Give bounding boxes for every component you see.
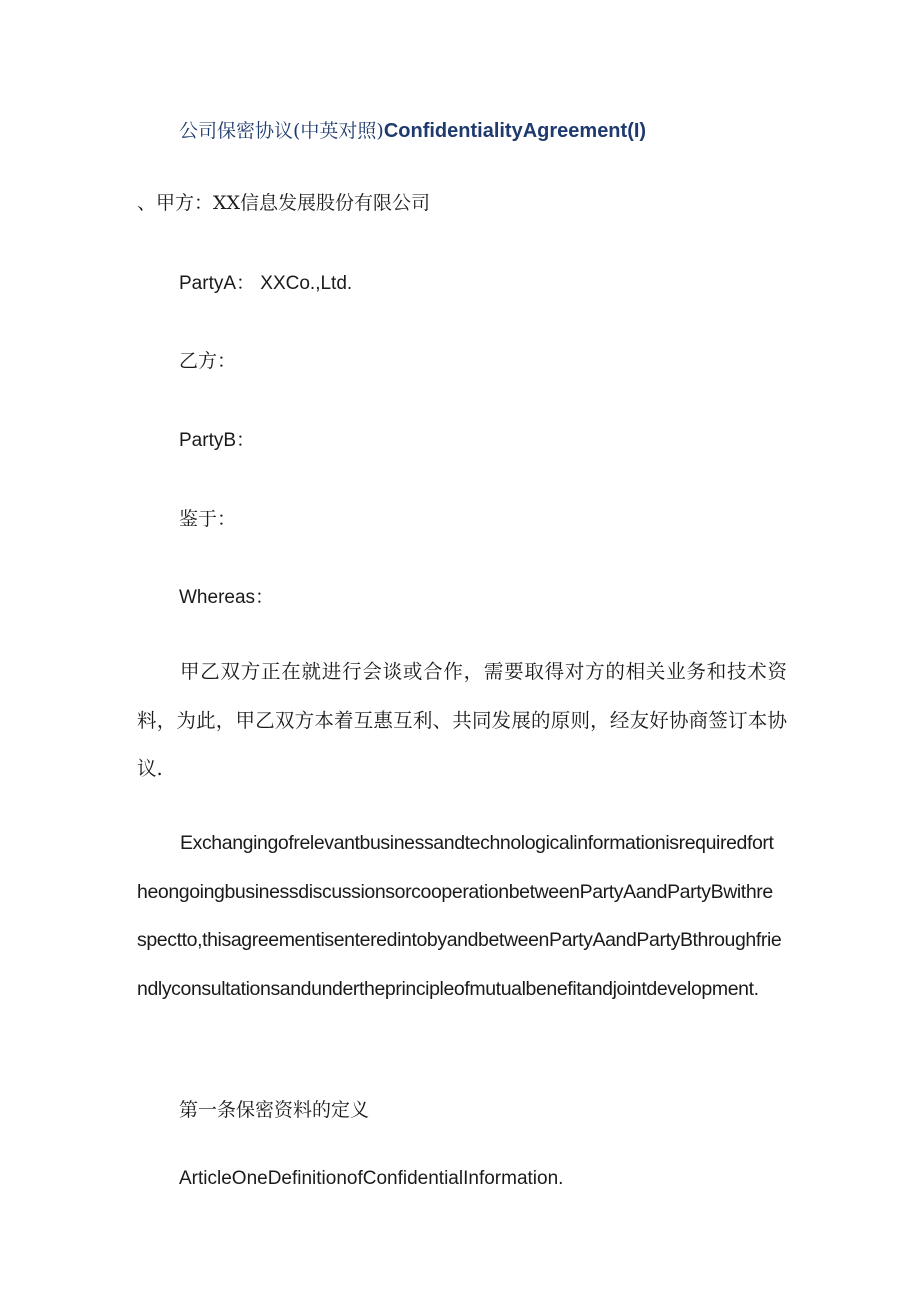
- party-a-english: PartyA： XXCo.,Ltd.: [179, 273, 353, 294]
- title-chinese: 公司保密协议(中英对照): [179, 120, 384, 142]
- party-a-chinese: 、甲方：XX信息发展股份有限公司: [137, 192, 431, 214]
- title-english: ConfidentialityAgreement(I): [383, 120, 647, 142]
- party-b-english: PartyB：: [179, 430, 256, 451]
- whereas-chinese: 鉴于：: [179, 508, 237, 530]
- whereas-english: Whereas：: [179, 587, 275, 608]
- article-one-heading-english: ArticleOneDefinitionofConfidentialInformation.: [179, 1168, 564, 1189]
- article-one-heading-chinese: 第一条保密资料的定义: [179, 1099, 370, 1121]
- document-title: [179, 116, 646, 143]
- party-b-chinese: 乙方：: [179, 350, 237, 372]
- recital-paragraph-chinese: 甲乙双方正在就进行会谈或合作，需要取得对方的相关业务和技术资料，为此，甲乙双方本着互惠互利、共同发展的原则，经友好协商签订本协议.: [137, 660, 787, 780]
- recital-paragraph-english: ExchangingofrelevantbusinessandtechnologicalinformationisrequiredfortheongoingbusinessdiscussionsorcooperationbetweenPartyAandPartyBwithrespectto,thisagreementisenteredintobyandbetweenPartyAandPartyBthroughfriendlyconsultationsandundertheprincipleofmutualbenefitandjointdevelopment.: [137, 832, 782, 1000]
